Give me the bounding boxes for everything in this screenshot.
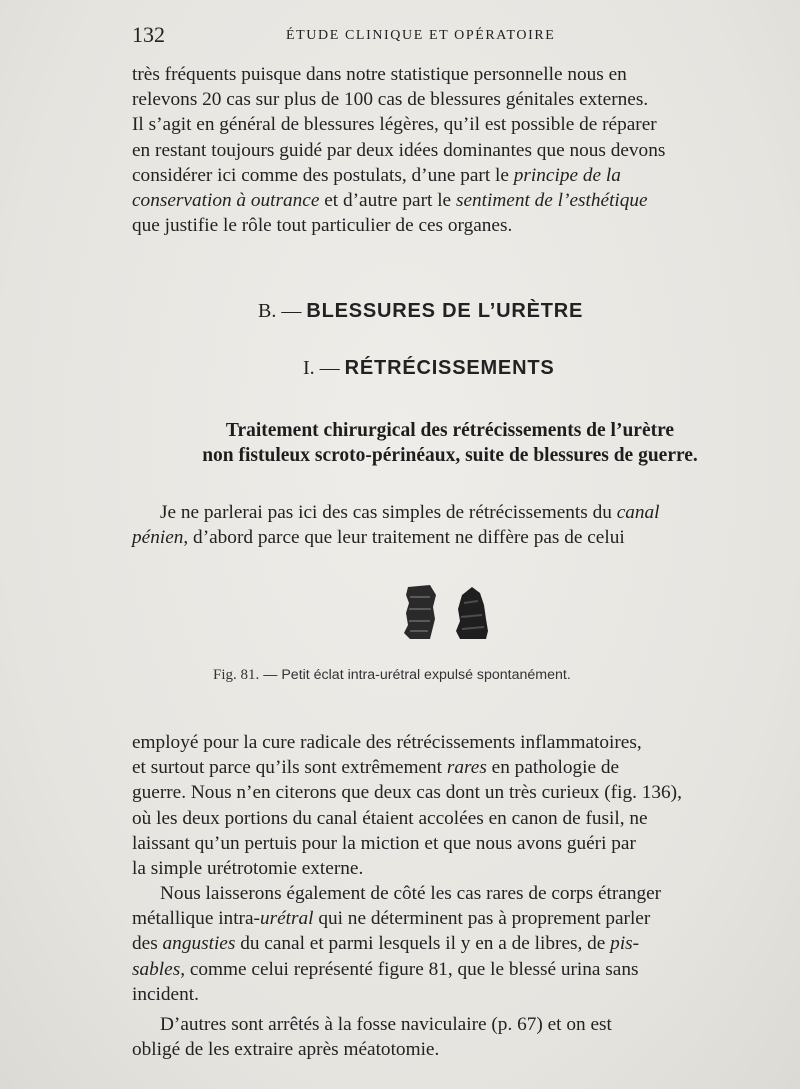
- italic-run: urétral: [259, 908, 314, 930]
- italic-run: pis-: [610, 933, 640, 955]
- subsection-title: [130, 418, 770, 468]
- shrapnel-fragment-right: [456, 587, 488, 639]
- italic-run: sentiment de l’esthétique: [455, 190, 648, 212]
- paragraph-penien-cont: [132, 525, 764, 550]
- text-line: employé pour la cure radicale des rétrécissements inflammatoires,: [132, 732, 642, 753]
- figure-number: Fig. 81.: [213, 667, 260, 683]
- section-title: BLESSURES DE L’URÈTRE: [306, 300, 584, 322]
- text-run: des: [132, 933, 163, 955]
- text-line: [132, 163, 764, 188]
- text-line: Il s’agit en général de blessures légères, qu’il est possible de réparer: [132, 114, 657, 136]
- text-run: qui ne déterminent pas à proprement parler: [313, 908, 651, 930]
- text-line: obligé de les extraire après méatotomie.: [132, 1039, 440, 1061]
- text-run: , d’abord parce que leur traitement ne diffère pas de celui: [183, 527, 625, 548]
- text-line: Nous laisserons également de côté les cas rares de corps étranger: [160, 883, 662, 904]
- shrapnel-figure: [400, 583, 500, 643]
- running-title: ÉTUDE CLINIQUE ET OPÉRATOIRE: [286, 28, 556, 43]
- italic-run: angusties: [162, 933, 236, 955]
- italic-run: canal: [616, 502, 660, 523]
- paragraph-intro: [132, 62, 764, 238]
- text-line: [132, 906, 764, 931]
- text-line: la simple urétrotomie externe.: [132, 858, 364, 880]
- subtitle-line: Traitement chirurgical des rétrécissements de l’urètre: [225, 420, 675, 441]
- italic-run: rares: [446, 757, 487, 779]
- section-title: RÉTRÉCISSEMENTS: [344, 357, 555, 379]
- text-line: où les deux portions du canal étaient accolées en canon de fusil, ne: [132, 807, 648, 829]
- italic-run: pénien: [132, 527, 184, 548]
- text-line: que justifie le rôle tout particulier de ces organes.: [132, 215, 513, 237]
- text-run: et d’autre part le: [319, 190, 456, 212]
- text-line: [132, 931, 764, 956]
- text-run: en pathologie de: [486, 757, 620, 779]
- running-header: [132, 22, 762, 52]
- paragraph-penien: [132, 500, 764, 525]
- text-line: incident.: [132, 983, 199, 1005]
- text-run: métallique intra-: [132, 908, 260, 930]
- text-line: très fréquents puisque dans notre statistique personnelle nous en: [132, 64, 627, 85]
- caption-text: — Petit éclat intra-urétral expulsé spontanément.: [259, 667, 571, 683]
- paragraph-employe: [132, 730, 764, 881]
- text-line: D’autres sont arrêtés à la fosse naviculaire (p. 67) et on est: [160, 1014, 612, 1035]
- text-line: relevons 20 cas sur plus de 100 cas de blessures génitales externes.: [132, 89, 649, 111]
- text-line: laissant qu’un pertuis pour la miction et que nous avons guéri par: [132, 832, 636, 854]
- italic-run: conservation à outrance: [132, 190, 320, 212]
- page-number: 132: [132, 22, 165, 47]
- text-line: en restant toujours guidé par deux idées dominantes que nous devons: [132, 139, 666, 161]
- text-line: [132, 525, 764, 550]
- figure-caption: [213, 667, 571, 684]
- text-line: guerre. Nous n’en citerons que deux cas dont un très curieux (fig. 136),: [132, 782, 682, 804]
- text-run: et surtout parce qu’ils sont extrêmement: [132, 757, 447, 779]
- text-line: [132, 755, 764, 780]
- text-line: [132, 188, 764, 213]
- section-prefix: I. —: [303, 357, 345, 379]
- text-run: considérer ici comme des postulats, d’une part le: [132, 164, 514, 186]
- text-run: Je ne parlerai pas ici des cas simples de rétrécissements du: [160, 502, 617, 523]
- text-line: [132, 957, 764, 982]
- subtitle-line: non fistuleux scroto-périnéaux, suite de blessures de guerre.: [202, 445, 698, 466]
- paragraph-corps-etranger: [132, 881, 764, 1007]
- text-line: [160, 500, 764, 525]
- paragraph-fosse: [132, 1012, 764, 1062]
- italic-run: sables: [132, 958, 181, 980]
- section-heading-b: [258, 300, 583, 323]
- text-run: , comme celui représenté figure 81, que le blessé urina sans: [180, 958, 639, 980]
- section-prefix: B. —: [258, 300, 307, 322]
- text-run: du canal et parmi lesquels il y en a de libres, de: [235, 933, 611, 955]
- section-heading-i: [303, 357, 554, 380]
- italic-run: principe de la: [513, 164, 621, 186]
